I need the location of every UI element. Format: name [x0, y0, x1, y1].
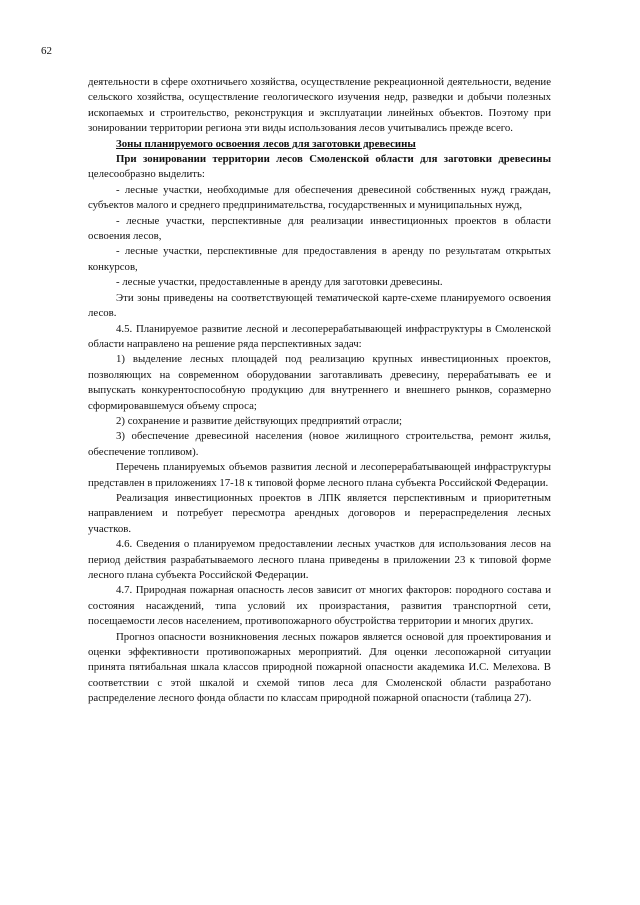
- list-item-2: - лесные участки, перспективные для реализации инвестиционных проектов в области освоения лесов,: [88, 214, 551, 243]
- list-item-1: - лесные участки, необходимые для обеспечения древесиной собственных нужд граждан, субъектов малого и среднего предпринимательства, государственных и муниципальных нужд,: [88, 183, 551, 212]
- zoning-paragraph: [88, 152, 551, 183]
- zones-map-paragraph: Эти зоны приведены на соответствующей тематической карте-схеме планируемого освоения лесов.: [88, 291, 551, 320]
- task-item-1: 1) выделение лесных площадей под реализацию крупных инвестиционных проектов, позволяющих на современном оборудовании заготавливать древесину, перерабатывать ее и выпускать конкурентоспособную продукцию для внутреннего и внешнего рынков, соразмерно сформировавшемуся объему спроса;: [88, 353, 551, 412]
- zoning-bold-text: При зонировании территории лесов Смоленской области для заготовки древесины: [116, 153, 551, 166]
- list-reference-paragraph: Перечень планируемых объемов развития лесной и лесоперерабатывающей инфраструктуры представлен в приложениях 17-18 к типовой форме лесного плана субъекта Российской Федерации.: [88, 461, 551, 489]
- forecast-paragraph: Прогноз опасности возникновения лесных пожаров является основой для проектирования и оценки эффективности противопожарных мероприятий. Для оценки лесопожарной ситуации принята пятибальная шкала классов природной пожарной опасности академика И.С. Мелехова. В соответствии с этой шкалой и схемой типов леса для Смоленской области разработано распределение лесного фонда области по классам природной пожарной опасности (таблица 27).: [88, 630, 551, 705]
- page-number: 62: [41, 45, 52, 57]
- zoning-text: целесообразно выделить:: [88, 168, 205, 181]
- section-4-7-paragraph: 4.7. Природная пожарная опасность лесов зависит от многих факторов: породного состава и состояния насаждений, типа условий их произрастания, развития транспортной сети, посещаемости лесов населением, противопожарного обустройства территории и многих других.: [88, 584, 551, 628]
- task-item-2: 2) сохранение и развитие действующих предприятий отрасли;: [116, 414, 403, 427]
- section-heading-zones: Зоны планируемого освоения лесов для заготовки древесины: [116, 137, 416, 150]
- intro-paragraph: деятельности в сфере охотничьего хозяйства, осуществление рекреационной деятельности, ведение сельского хозяйства, осуществление геологического изучения недр, разведки и добычи полезных ископаемых и строительство, реконструкция и эксплуатации линейных объектов. Поэтому при зонировании территории региона эти виды использования лесов учитывались прежде всего.: [88, 76, 551, 135]
- document-body: [88, 75, 551, 707]
- list-item-3: - лесные участки, перспективные для предоставления в аренду по результатам открытых конкурсов,: [88, 245, 551, 273]
- section-4-5-paragraph: 4.5. Планируемое развитие лесной и лесоперерабатывающей инфраструктуры в Смоленской области направлено на решение ряда перспективных задач:: [88, 322, 551, 350]
- task-item-3: 3) обеспечение древесиной населения (новое жилищного строительства, ремонт жилья, обеспечение топливом).: [88, 430, 551, 458]
- section-4-6-paragraph: 4.6. Сведения о планируемом предоставлении лесных участков для использования лесов на период действия разрабатываемого лесного плана приведены в приложении 23 к типовой форме лесного плана субъекта Российской Федерации.: [88, 538, 551, 581]
- list-item-4: - лесные участки, предоставленные в аренду для заготовки древесины.: [116, 276, 443, 289]
- investment-paragraph: Реализация инвестиционных проектов в ЛПК является перспективным и приоритетным направлением и потребует пересмотра арендных договоров и перераспределения лесных участков.: [88, 491, 551, 535]
